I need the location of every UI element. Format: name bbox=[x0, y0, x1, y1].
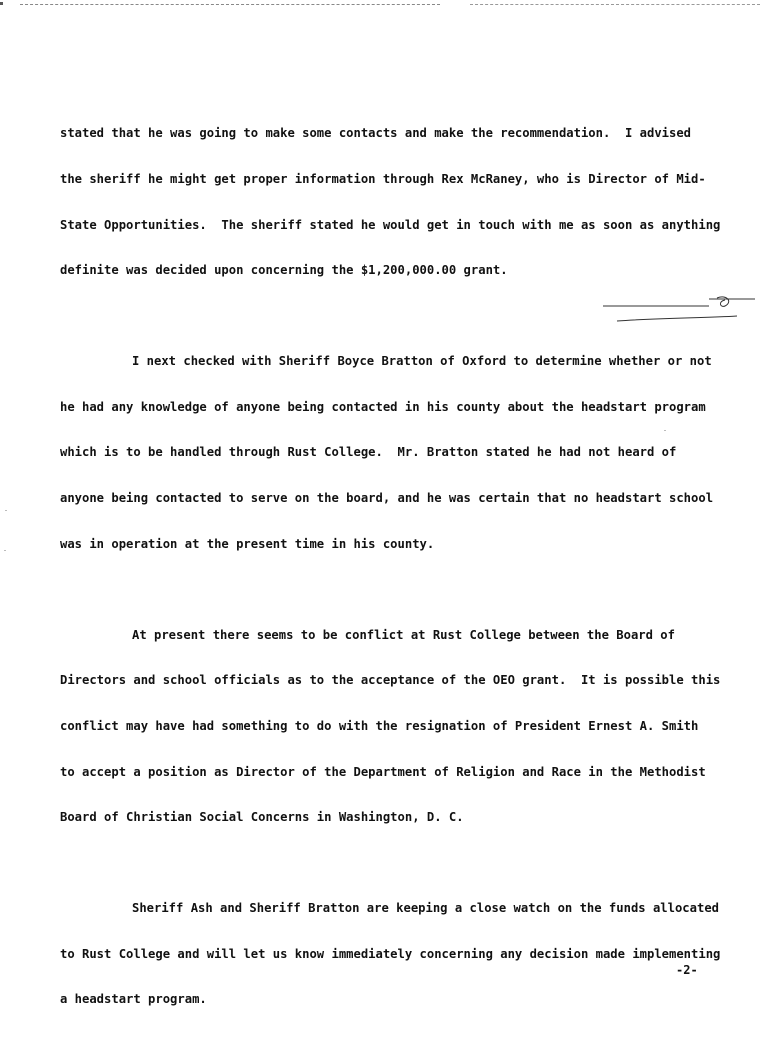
text-line: conflict may have had something to do with the resignation of President Ernest A. Smith bbox=[60, 718, 699, 733]
text-line bbox=[60, 628, 750, 643]
text-line-content: At present there seems to be conflict at Rust College between the Board of bbox=[132, 627, 675, 642]
paragraph-3 bbox=[60, 597, 750, 855]
paragraph-4 bbox=[60, 871, 750, 1038]
top-edge-rule bbox=[20, 4, 440, 5]
text-line bbox=[60, 901, 750, 916]
handwritten-annotation bbox=[597, 290, 757, 324]
scan-speck bbox=[0, 2, 3, 5]
text-line: was in operation at the present time in his county. bbox=[60, 536, 435, 551]
text-line bbox=[60, 354, 750, 369]
page-number: -2- bbox=[676, 963, 698, 977]
scan-speck bbox=[5, 510, 7, 511]
scan-speck bbox=[664, 430, 666, 431]
document-body bbox=[60, 96, 750, 1053]
text-line: Directors and school officials as to the acceptance of the OEO grant. It is possible this bbox=[60, 673, 721, 688]
text-line: to Rust College and will let us know immediately concerning any decision made implementing bbox=[60, 946, 721, 961]
text-line: stated that he was going to make some contacts and make the recommendation. I advised bbox=[60, 126, 692, 141]
paragraph-1 bbox=[60, 96, 750, 309]
top-edge-rule-right bbox=[470, 4, 760, 5]
text-line: to accept a position as Director of the Department of Religion and Race in the Methodist bbox=[60, 764, 706, 779]
scan-speck bbox=[4, 550, 6, 551]
text-line: the sheriff he might get proper information through Rex McRaney, who is Director of Mid- bbox=[60, 172, 706, 187]
text-line: definite was decided upon concerning the $1,200,000.00 grant. bbox=[60, 263, 508, 278]
text-line: Board of Christian Social Concerns in Washington, D. C. bbox=[60, 810, 464, 825]
paragraph-2 bbox=[60, 324, 750, 582]
text-line-content: Sheriff Ash and Sheriff Bratton are keeping a close watch on the funds allocated bbox=[132, 901, 719, 916]
text-line: which is to be handled through Rust College. Mr. Bratton stated he had not heard of bbox=[60, 445, 677, 460]
text-line: anyone being contacted to serve on the board, and he was certain that no headstart school bbox=[60, 491, 714, 506]
text-line: he had any knowledge of anyone being contacted in his county about the headstart program bbox=[60, 399, 706, 414]
text-line: a headstart program. bbox=[60, 992, 207, 1007]
text-line-content: I next checked with Sheriff Boyce Bratton of Oxford to determine whether or not bbox=[132, 354, 712, 369]
text-line: State Opportunities. The sheriff stated he would get in touch with me as soon as anything bbox=[60, 217, 721, 232]
